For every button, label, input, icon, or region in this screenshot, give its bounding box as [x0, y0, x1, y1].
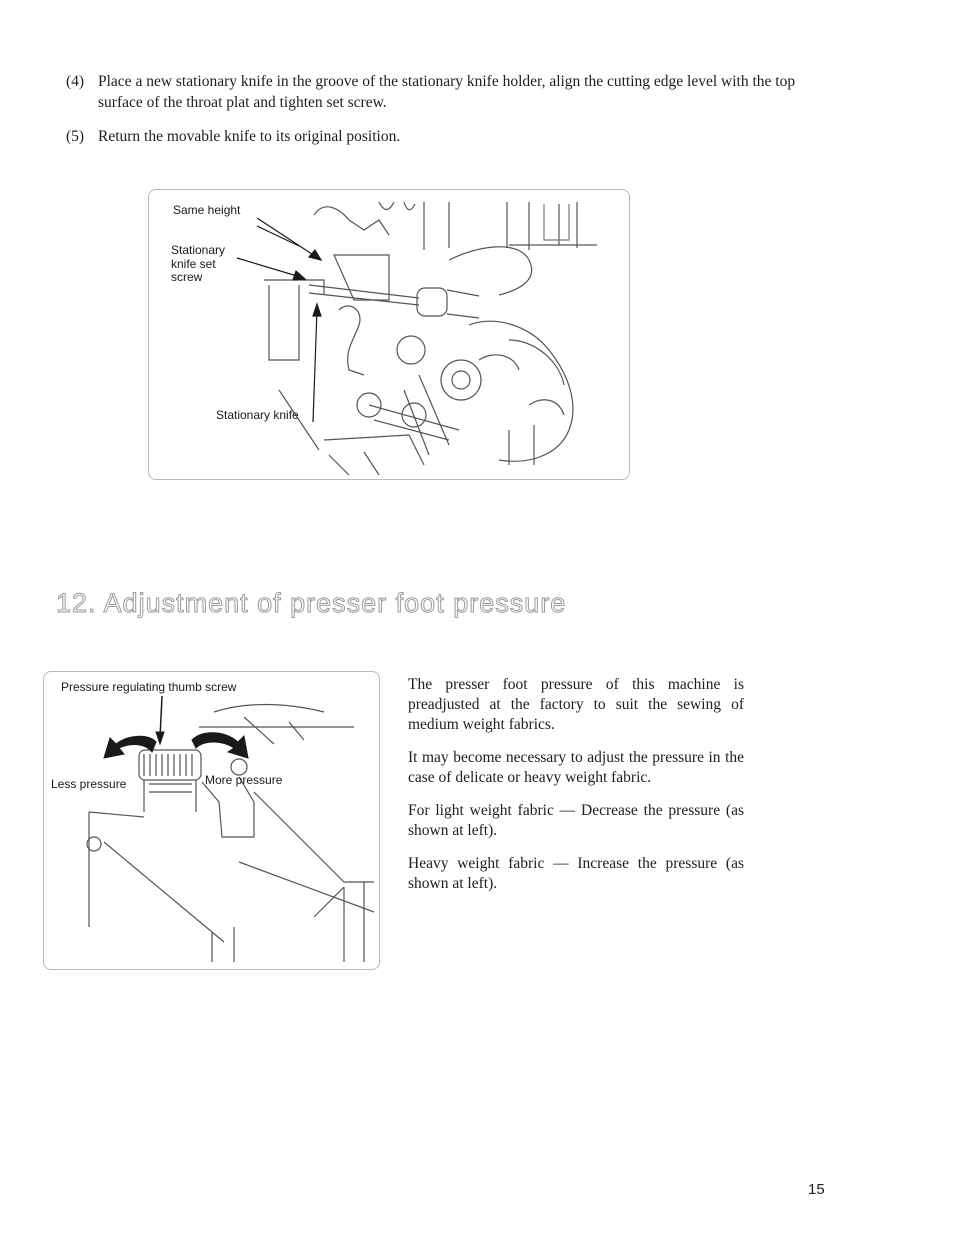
section-title: 12. Adjustment of presser foot pressure: [56, 588, 567, 618]
presser-foot-figure: [43, 671, 380, 970]
body-text: [408, 675, 744, 907]
step-5: [66, 126, 826, 147]
same-height-label: Same height: [173, 203, 241, 217]
stationary-knife-label: Stationary knife: [216, 408, 299, 422]
more-pressure-label: More pressure: [205, 773, 283, 787]
paragraph: The presser foot pressure of this machine is preadjusted at the factory to suit the sewing of medium weight fabrics.: [408, 676, 744, 733]
step-text: Place a new stationary knife in the groove of the stationary knife holder, align the cutting edge level with the top surface of the throat plat and tighten set screw.: [98, 73, 796, 111]
stationary-knife-figure: [148, 189, 630, 480]
step-number: (4): [66, 73, 85, 90]
set-screw-label: Stationary knife set screw: [171, 243, 226, 284]
paragraph: Heavy weight fabric — Increase the pressure (as shown at left).: [408, 855, 744, 892]
page-number: 15: [808, 1181, 825, 1198]
step-4: [66, 71, 826, 113]
step-text: Return the movable knife to its original position.: [98, 128, 401, 145]
paragraph: It may become necessary to adjust the pressure in the case of delicate or heavy weight fabric.: [408, 749, 744, 786]
presser-foot-illustration: [44, 672, 379, 969]
stationary-knife-illustration: [149, 190, 629, 479]
paragraph: For light weight fabric — Decrease the pressure (as shown at left).: [408, 802, 744, 839]
less-pressure-label: Less pressure: [51, 777, 127, 791]
step-number: (5): [66, 128, 85, 145]
thumb-screw-label: Pressure regulating thumb screw: [61, 680, 237, 694]
